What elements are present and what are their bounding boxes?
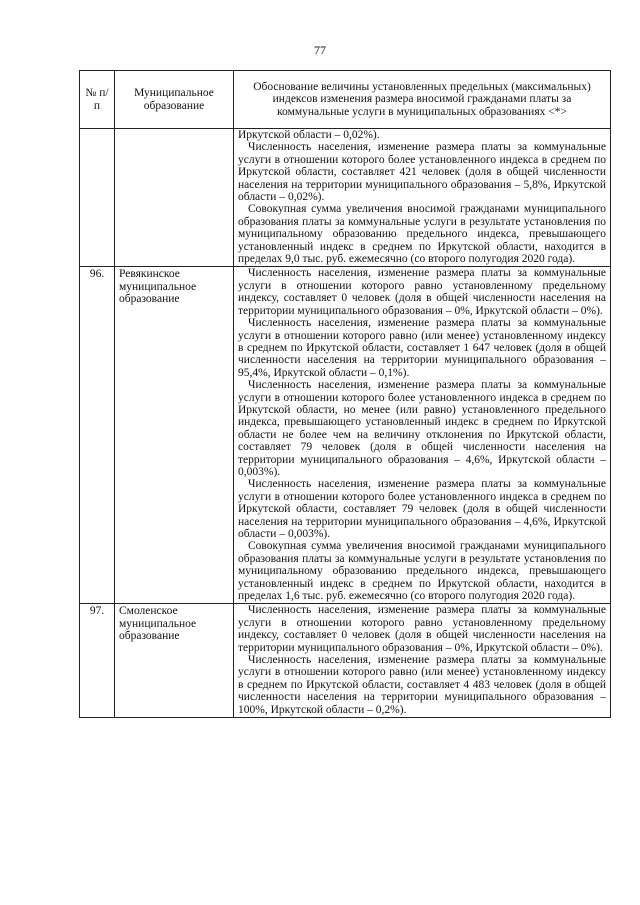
header-justification: Обоснование величины установленных предельных (максимальных) индексов изменения размера вносимой гражданами платы за коммунальные услуги в муниципальных образованиях <*> [234,71,611,129]
paragraph: Совокупная сумма увеличения вносимой гражданами муниципального образования платы за коммунальные услуги в результате установления по муниципальному образованию предельного индекса, превышающего установленный индекс в среднем по Иркутской области, находится в пределах 9,0 тыс. руб. ежемесячно (со второго полугодия 2020 года). [238,203,606,266]
paragraph: Совокупная сумма увеличения вносимой гражданами муниципального образования платы за коммунальные услуги в результате установления по муниципальному образованию предельного индекса, превышающего установленный индекс в среднем по Иркутской области, находится в пределах 1,6 тыс. руб. ежемесячно (со второго полугодия 2020 года). [238,540,606,603]
page-number: 77 [314,43,326,57]
paragraph: Численность населения, изменение размера платы за коммунальные услуги в отношении которого равно (или менее) установленному индексу в среднем по Иркутской области, составляет 4 483 человек (доля в общей численности населения на территории муниципального образования – 100%, Иркутской области – 0,2%). [238,654,606,716]
paragraph: Численность населения, изменение размера платы за коммунальные услуги в отношении которого более установленного индекса в среднем по Иркутской области, но менее (или равно) установленного предельного индекса, превышающего установленный индекс в среднем по Иркутской области не более чем на величину отклонения по Иркутской области, составляет 79 человек (доля в общей численности населения на территории муниципального образования – 4,6%, Иркутской области – 0,003%). [238,379,606,478]
table-row [80,604,611,718]
table-header-row [80,71,611,129]
header-municipality: Муниципальное образование [115,71,234,129]
header-number: № п/п [80,71,115,129]
paragraph: Численность населения, изменение размера платы за коммунальные услуги в отношении которого равно (или менее) установленному индексу в среднем по Иркутской области, составляет 1 647 человек (доля в общей численности населения на территории муниципального образования – 95,4%, Иркутской области – 0,1%). [238,317,606,379]
row-number [80,129,115,267]
row-justification [234,129,611,267]
row-number: 97. [80,604,115,718]
row-justification [234,267,611,604]
row-municipality: Ревякинское муниципальное образование [115,267,234,604]
table-row [80,267,611,604]
row-number: 96. [80,267,115,604]
table-row [80,129,611,267]
paragraph: Численность населения, изменение размера платы за коммунальные услуги в отношении которого более установленного индекса в среднем по Иркутской области, составляет 421 человек (доля в общей численности населения на территории муниципального образования – 5,8%, Иркутской области – 0,02%). [238,141,606,204]
paragraph: Численность населения, изменение размера платы за коммунальные услуги в отношении которого равно установленному предельному индексу, составляет 0 человек (доля в общей численности населения на территории муниципального образования – 0%, Иркутской области – 0%). [238,604,606,654]
justification-table [79,70,611,718]
paragraph: Численность населения, изменение размера платы за коммунальные услуги в отношении которого равно установленному предельному индексу, составляет 0 человек (доля в общей численности населения на территории муниципального образования – 0%, Иркутской области – 0%). [238,267,606,317]
paragraph: Иркутской области – 0,02%). [238,129,380,141]
row-justification [234,604,611,718]
row-municipality [115,129,234,267]
paragraph: Численность населения, изменение размера платы за коммунальные услуги в отношении которого более установленного индекса в среднем по Иркутской области, составляет 79 человек (доля в общей численности населения на территории муниципального образования – 4,6%, Иркутской области – 0,003%). [238,478,606,540]
row-municipality: Смоленское муниципальное образование [115,604,234,718]
